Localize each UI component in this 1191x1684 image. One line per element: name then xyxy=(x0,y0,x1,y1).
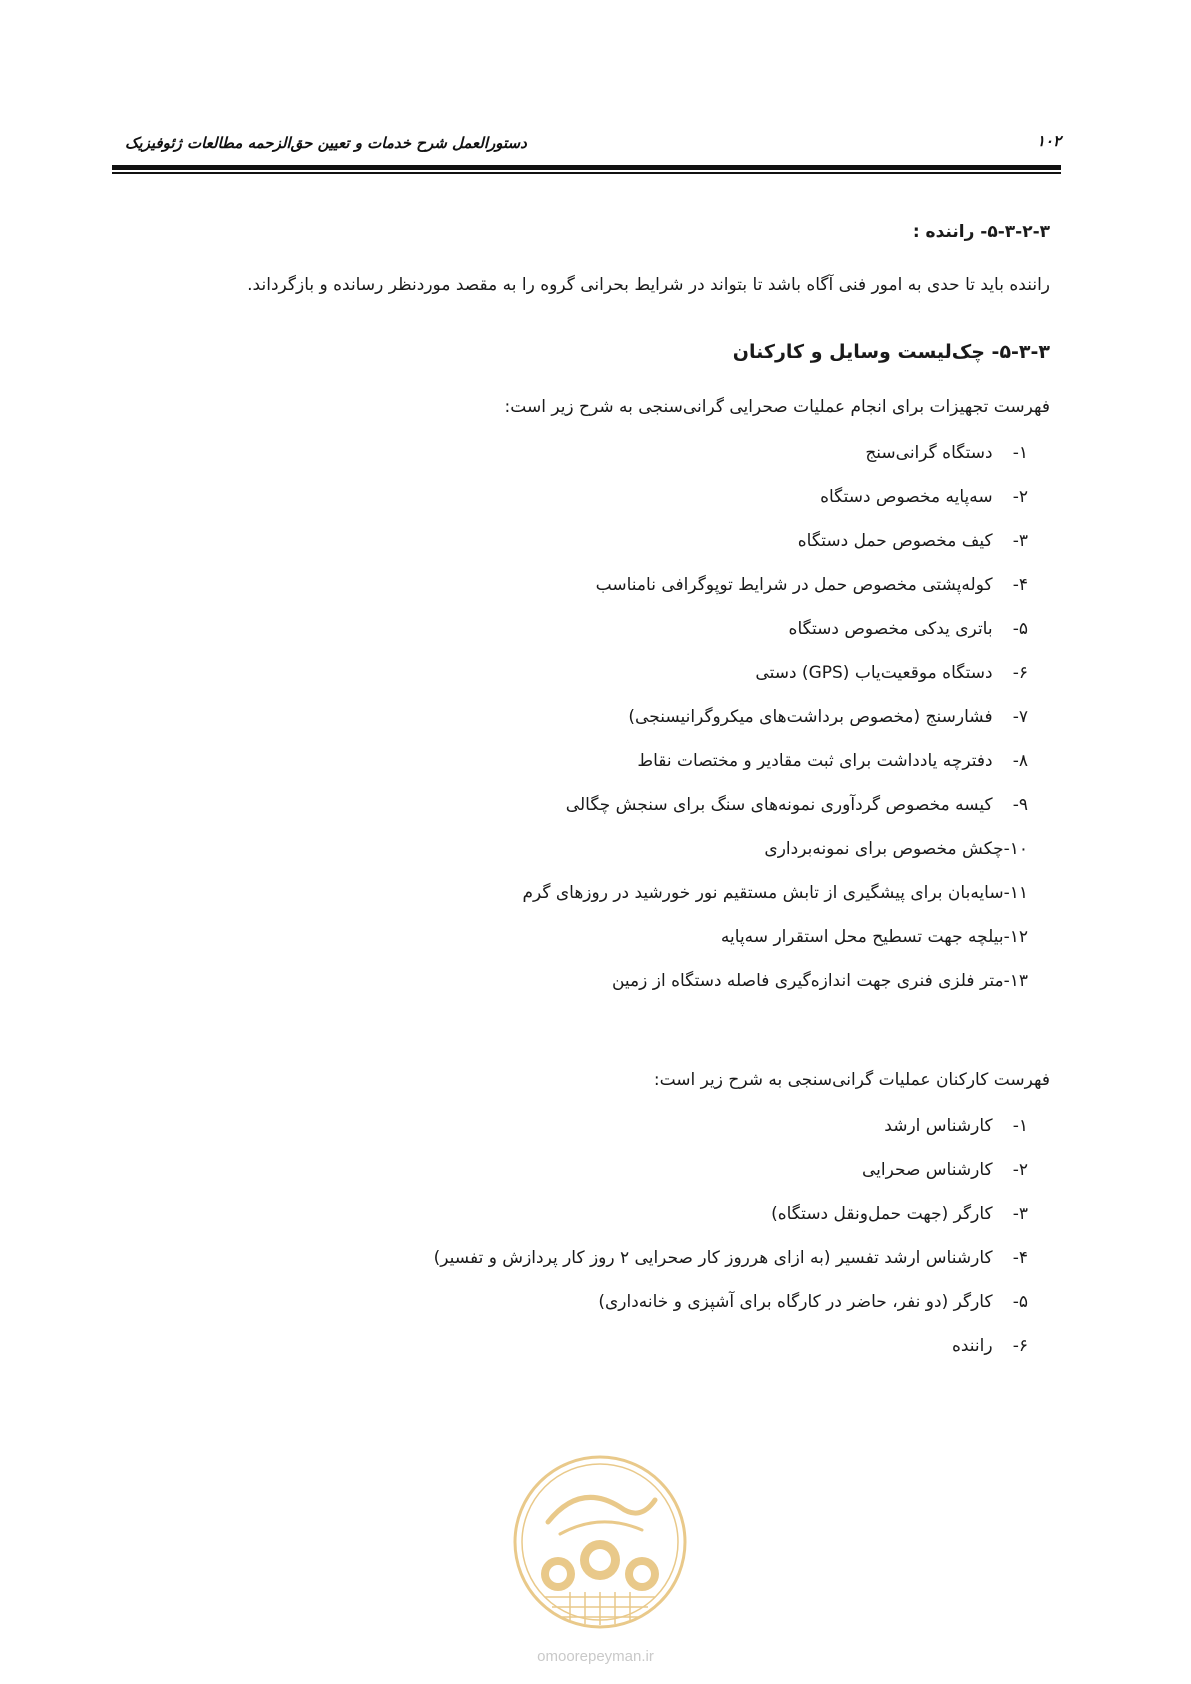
list-text: دفترچه یادداشت برای ثبت مقادیر و مختصات نقاط xyxy=(637,751,993,771)
list-text: دستگاه گرانی‌سنج xyxy=(865,443,993,463)
list-text: کارگر (جهت حمل‌ونقل دستگاه) xyxy=(771,1204,993,1224)
list-number: ۵- xyxy=(1012,1292,1028,1312)
list-item xyxy=(522,959,1028,1003)
list-number: ۲- xyxy=(1012,1160,1028,1180)
list-item xyxy=(522,475,1028,519)
list-item xyxy=(522,783,1028,827)
list-item xyxy=(522,827,1028,871)
staff-list xyxy=(434,1104,1028,1368)
driver-paragraph: راننده باید تا حدی به امور فنی آگاه باشد تا بتواند در شرایط بحرانی گروه را به مقصد موردنظر رسانده و بازگرداند. xyxy=(247,275,1050,295)
list-text: راننده xyxy=(951,1336,993,1356)
watermark-website: omoorepeyman.ir xyxy=(537,1648,654,1665)
staff-intro: فهرست کارکنان عملیات گرانی‌سنجی به شرح زیر است: xyxy=(653,1070,1050,1090)
list-number: ۶- xyxy=(1012,663,1028,683)
list-item xyxy=(434,1148,1028,1192)
watermark-seal-logo xyxy=(510,1452,690,1632)
list-item xyxy=(522,739,1028,783)
list-number: ۱- xyxy=(1012,443,1028,463)
list-number: ۶- xyxy=(1012,1336,1028,1356)
list-text: کارشناس ارشد تفسیر (به ازای هرروز کار صحرایی ۲ روز کار پردازش و تفسیر) xyxy=(433,1248,993,1268)
list-item xyxy=(522,563,1028,607)
section-heading-driver: ۵-۳-۲-۳- راننده : xyxy=(912,222,1050,242)
list-text: سایه‌بان برای پیشگیری از تابش مستقیم نور خورشید در روزهای گرم xyxy=(522,883,1004,903)
list-text: سه‌پایه مخصوص دستگاه xyxy=(820,487,993,507)
list-number: ۴- xyxy=(1012,575,1028,595)
list-number: ۷- xyxy=(1012,707,1028,727)
list-number: ۳- xyxy=(1012,1204,1028,1224)
list-number: ۹- xyxy=(1012,795,1028,815)
equipment-intro: فهرست تجهیزات برای انجام عملیات صحرایی گرانی‌سنجی به شرح زیر است: xyxy=(504,397,1050,417)
list-text: کیف مخصوص حمل دستگاه xyxy=(797,531,993,551)
list-item xyxy=(434,1192,1028,1236)
list-number: ۱۰- xyxy=(1003,839,1028,859)
list-number: ۳- xyxy=(1012,531,1028,551)
list-item xyxy=(434,1324,1028,1368)
page-number: ۱۰۲ xyxy=(1036,132,1061,150)
list-number: ۱۳- xyxy=(1003,971,1028,991)
list-item xyxy=(522,607,1028,651)
list-number: ۸- xyxy=(1012,751,1028,771)
list-item xyxy=(522,431,1028,475)
list-item xyxy=(434,1236,1028,1280)
list-number: ۴- xyxy=(1012,1248,1028,1268)
header-rule-thick xyxy=(112,165,1061,170)
list-number: ۱۱- xyxy=(1003,883,1028,903)
list-item xyxy=(522,871,1028,915)
list-text: بیلچه جهت تسطیح محل استقرار سه‌پایه xyxy=(720,927,1004,947)
list-text: دستگاه موقعیت‌یاب (GPS) دستی xyxy=(755,663,993,683)
list-text: کارگر (دو نفر، حاضر در کارگاه برای آشپزی و خانه‌داری) xyxy=(598,1292,993,1312)
running-header-title: دستورالعمل شرح خدمات و تعیین حق‌الزحمه مطالعات ژئوفیزیک xyxy=(125,134,527,152)
list-item xyxy=(522,915,1028,959)
list-text: چکش مخصوص برای نمونه‌برداری xyxy=(764,839,1004,859)
list-item xyxy=(522,695,1028,739)
list-text: کارشناس ارشد xyxy=(884,1116,993,1136)
list-number: ۱۲- xyxy=(1003,927,1028,947)
section-heading-checklist: ۵-۳-۳- چک‌لیست وسایل و کارکنان xyxy=(732,341,1050,363)
list-number: ۲- xyxy=(1012,487,1028,507)
list-text: کوله‌پشتی مخصوص حمل در شرایط توپوگرافی نامناسب xyxy=(595,575,993,595)
equipment-list xyxy=(522,431,1028,1003)
list-item xyxy=(434,1280,1028,1324)
list-text: فشارسنج (مخصوص برداشت‌های میکروگرانیسنجی) xyxy=(628,707,993,727)
list-item xyxy=(522,519,1028,563)
list-text: باتری یدکی مخصوص دستگاه xyxy=(788,619,993,639)
list-text: متر فلزی فنری جهت اندازه‌گیری فاصله دستگاه از زمین xyxy=(611,971,1004,991)
list-number: ۱- xyxy=(1012,1116,1028,1136)
list-item xyxy=(434,1104,1028,1148)
list-text: کارشناس صحرایی xyxy=(861,1160,993,1180)
list-item xyxy=(522,651,1028,695)
header-rule-thin xyxy=(112,172,1061,174)
list-number: ۵- xyxy=(1012,619,1028,639)
list-text: کیسه مخصوص گردآوری نمونه‌های سنگ برای سنجش چگالی xyxy=(565,795,993,815)
